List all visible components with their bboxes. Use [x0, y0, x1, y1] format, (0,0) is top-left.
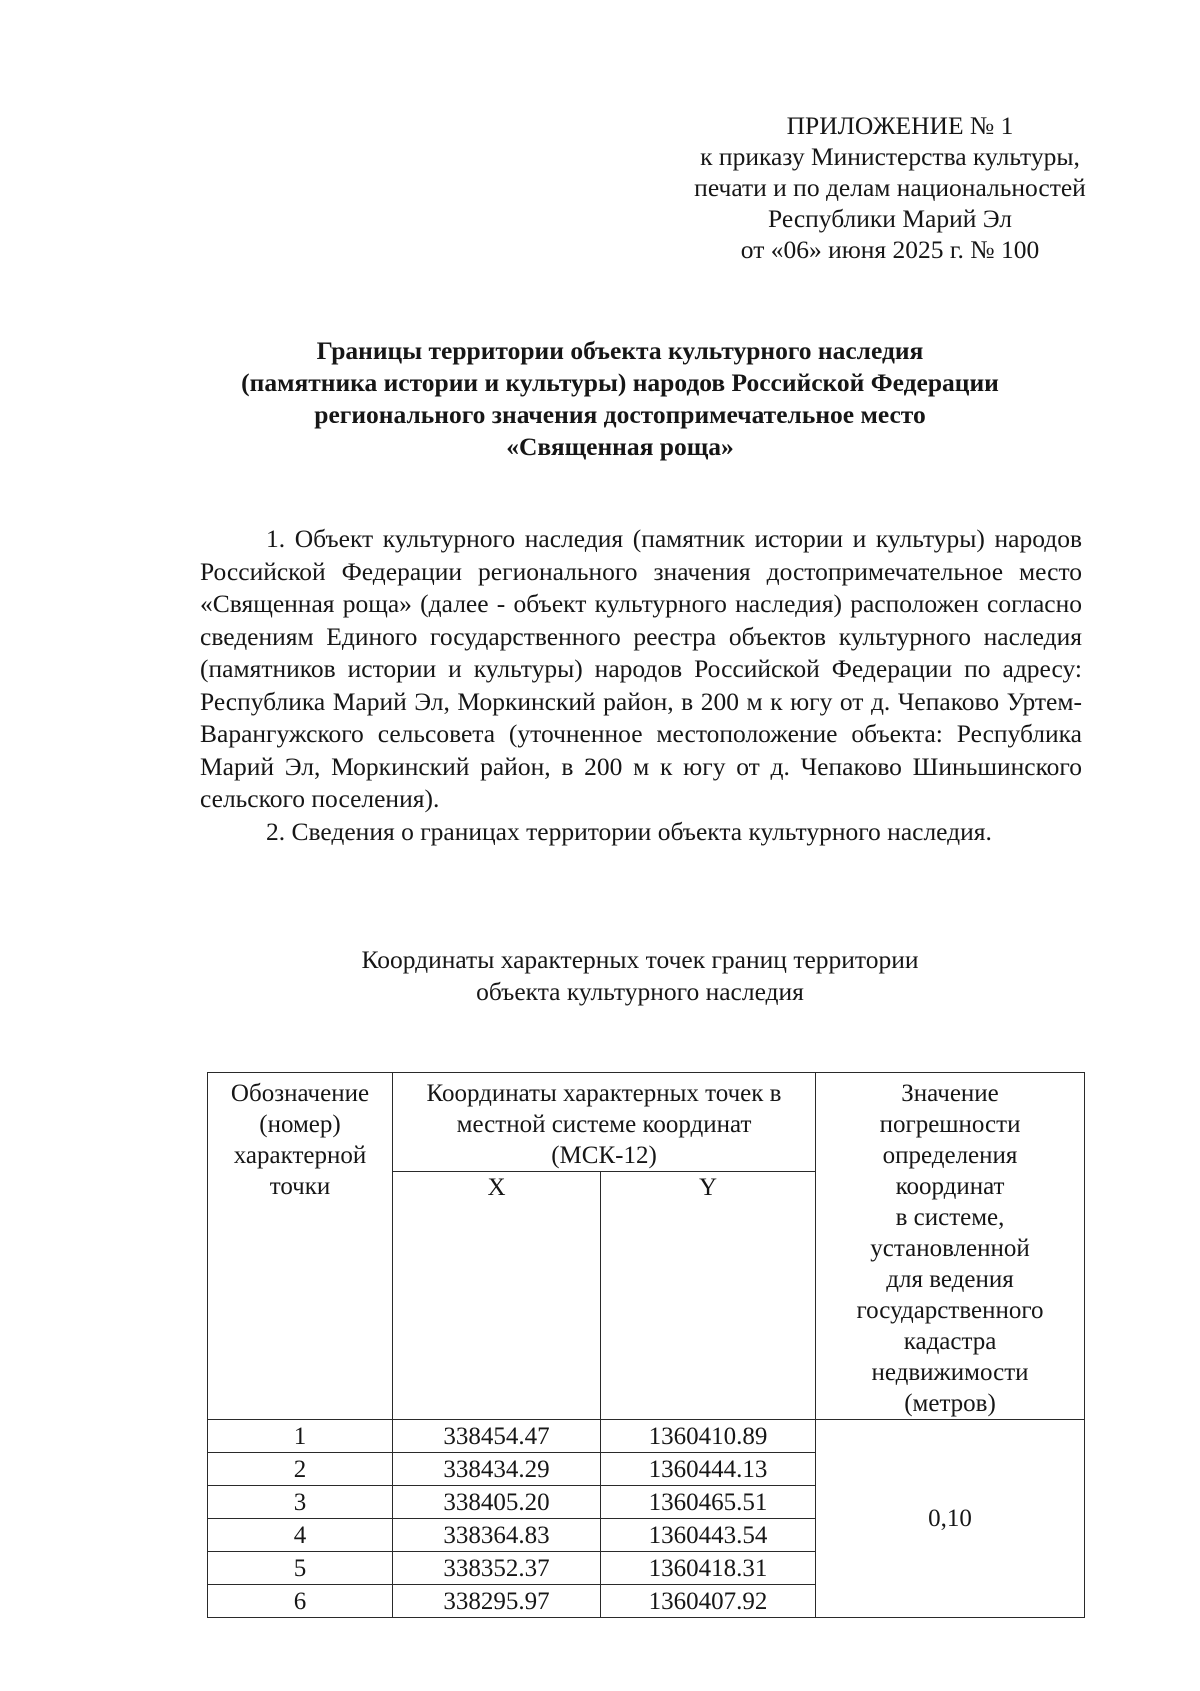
- point-number: 3: [208, 1486, 393, 1519]
- table-row: [208, 1420, 1085, 1453]
- body-text: [200, 523, 1082, 848]
- y-coordinate: 1360444.13: [601, 1453, 816, 1486]
- document-title: [170, 335, 1070, 463]
- header-point-designation: Обозначение (номер) характерной точки: [208, 1073, 393, 1420]
- y-coordinate: 1360407.92: [601, 1585, 816, 1618]
- y-coordinate: 1360410.89: [601, 1420, 816, 1453]
- x-coordinate: 338434.29: [393, 1453, 601, 1486]
- caption-line: объекта культурного наследия: [476, 977, 804, 1006]
- point-number: 4: [208, 1519, 393, 1552]
- point-number: 5: [208, 1552, 393, 1585]
- appendix-republic-line: Республики Марий Эл: [768, 204, 1012, 233]
- coordinates-table: [207, 1072, 1085, 1618]
- appendix-order-line: к приказу Министерства культуры,: [700, 142, 1080, 171]
- error-value: 0,10: [816, 1420, 1085, 1618]
- point-number: 1: [208, 1420, 393, 1453]
- header-y: Y: [601, 1172, 816, 1420]
- x-coordinate: 338352.37: [393, 1552, 601, 1585]
- x-coordinate: 338454.47: [393, 1420, 601, 1453]
- appendix-ministry-line: печати и по делам национальностей: [694, 173, 1086, 202]
- appendix-date-line: от «06» июня 2025 г. № 100: [740, 235, 1040, 264]
- appendix-number: ПРИЛОЖЕНИЕ № 1: [786, 111, 1014, 140]
- title-line: Границы территории объекта культурного наследия: [316, 336, 924, 365]
- header-error-value: Значение погрешности определения координат в системе, установленной для ведения государственного кадастра недвижимости (метров): [816, 1073, 1085, 1420]
- title-line: (памятника истории и культуры) народов Российской Федерации: [241, 368, 999, 397]
- y-coordinate: 1360465.51: [601, 1486, 816, 1519]
- coordinates-caption: [270, 944, 1010, 1008]
- header-coordinates: Координаты характерных точек в местной системе координат (МСК-12): [393, 1073, 816, 1172]
- point-number: 2: [208, 1453, 393, 1486]
- header-x: X: [393, 1172, 601, 1420]
- title-line: регионального значения достопримечательное место: [314, 400, 926, 429]
- caption-line: Координаты характерных точек границ территории: [361, 945, 919, 974]
- appendix-header: [650, 110, 1130, 265]
- x-coordinate: 338405.20: [393, 1486, 601, 1519]
- paragraph-boundary-info: 2. Сведения о границах территории объекта культурного наследия.: [266, 816, 992, 846]
- x-coordinate: 338295.97: [393, 1585, 601, 1618]
- y-coordinate: 1360418.31: [601, 1552, 816, 1585]
- x-coordinate: 338364.83: [393, 1519, 601, 1552]
- point-number: 6: [208, 1585, 393, 1618]
- y-coordinate: 1360443.54: [601, 1519, 816, 1552]
- title-line: «Священная роща»: [506, 432, 734, 461]
- paragraph-object-location: 1. Объект культурного наследия (памятник истории и культуры) народов Российской Федерации регионального значения достопримечательное место «Священная роща» (далее - объект культурного наследия) расположен согласно сведениям Единого государственного реестра объектов культурного наследия (памятников истории и культуры) народов Российской Федерации по адресу: Республика Марий Эл, Моркинский район, в 200 м к югу от д. Чепаково Уртем-Варангужского сельсовета (уточненное местоположение объекта: Республика Марий Эл, Моркинский район, в 200 м к югу от д. Чепаково Шиньшинского сельского поселения).: [200, 524, 1082, 813]
